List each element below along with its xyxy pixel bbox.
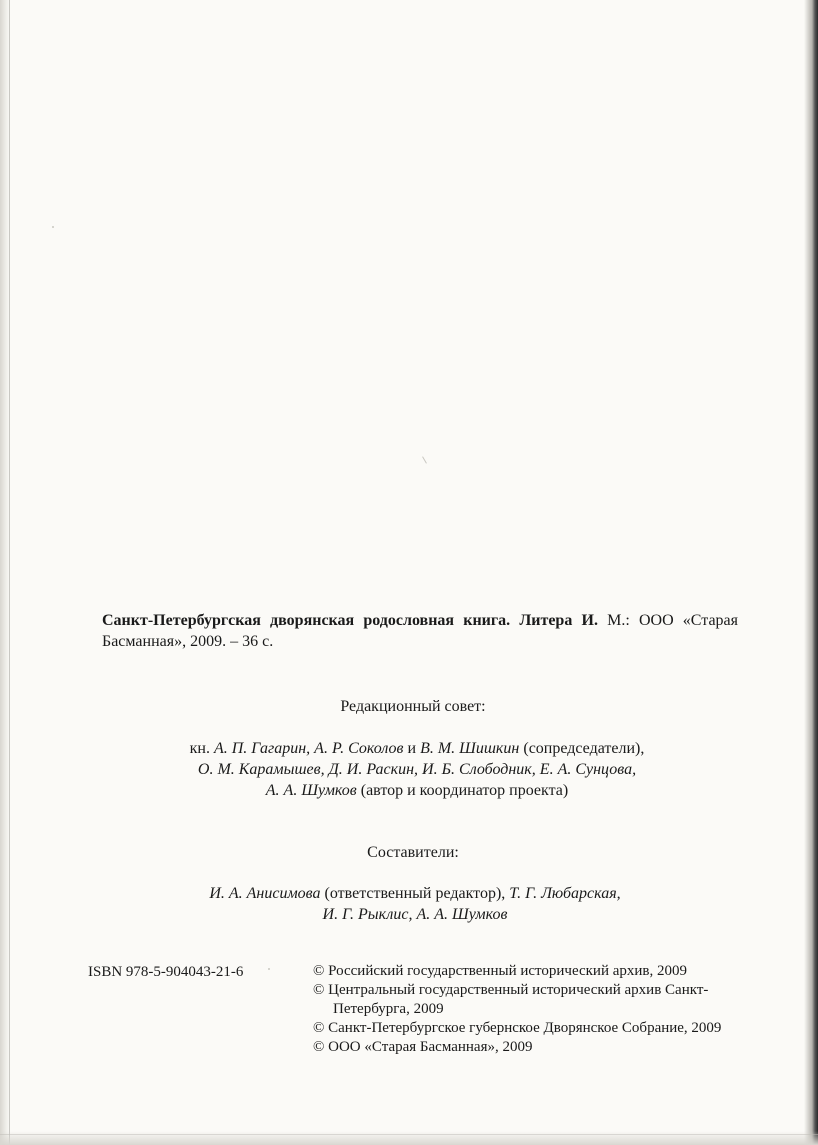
council-line-2 bbox=[8, 759, 818, 780]
council-names-b: В. М. Шишкин bbox=[420, 740, 520, 757]
scan-speck bbox=[52, 226, 54, 228]
bibliographic-description bbox=[102, 610, 738, 652]
copyright-line: © Санкт-Петербургское губернское Дворянское Собрание, 2009 bbox=[313, 1020, 722, 1036]
scan-speck bbox=[422, 456, 427, 463]
council-line-3 bbox=[8, 780, 818, 801]
editorial-council-heading: Редакционный совет: bbox=[340, 698, 486, 715]
compiler-names-a: И. А. Анисимова bbox=[209, 885, 321, 902]
copyright-line: © Российский государственный исторический архив, 2009 bbox=[313, 963, 688, 979]
scan-edge-right bbox=[804, 0, 818, 1145]
council-role-author: (автор и координатор проекта) bbox=[356, 782, 569, 799]
compilers-line-2 bbox=[6, 904, 818, 925]
isbn-number: ISBN 978-5-904043-21-6 bbox=[88, 964, 244, 980]
council-title-prefix: кн. bbox=[189, 740, 214, 757]
scan-edge-line-left bbox=[9, 0, 10, 1145]
council-names-d: А. А. Шумков bbox=[265, 782, 357, 799]
editorial-council-members bbox=[8, 738, 818, 801]
compiler-names-b: Т. Г. Любарская, bbox=[509, 885, 621, 902]
book-imprint: М.: ООО «Старая Басманная», 2009. – 36 с. bbox=[102, 612, 739, 650]
copyright-line: © ООО «Старая Басманная», 2009 bbox=[313, 1039, 533, 1055]
compilers-line-1 bbox=[6, 883, 818, 904]
council-role-cochairs: (сопредседатели), bbox=[519, 740, 645, 757]
council-names-c: О. М. Карамышев, Д. И. Раскин, И. Б. Слободник, Е. А. Сунцова, bbox=[197, 761, 637, 778]
compilers-list bbox=[6, 883, 818, 925]
scan-edge-line-bottom bbox=[0, 1134, 818, 1135]
copyright-line: © Центральный государственный исторический архив Санкт-Петербурга, 2009 bbox=[313, 982, 709, 1017]
compilers-heading: Составители: bbox=[367, 844, 459, 861]
compiler-names-c: И. Г. Рыклис, А. А. Шумков bbox=[322, 906, 508, 923]
scan-speck bbox=[268, 968, 270, 970]
council-names-a: А. П. Гагарин, А. Р. Соколов bbox=[213, 740, 404, 757]
council-line-1 bbox=[8, 738, 818, 759]
book-title: Санкт-Петербургская дворянская родословная книга. Литера И. bbox=[102, 612, 598, 629]
copyright-notices bbox=[313, 962, 743, 1057]
compiler-role-editor: (ответственный редактор), bbox=[320, 885, 510, 902]
council-conjunction: и bbox=[403, 740, 421, 757]
